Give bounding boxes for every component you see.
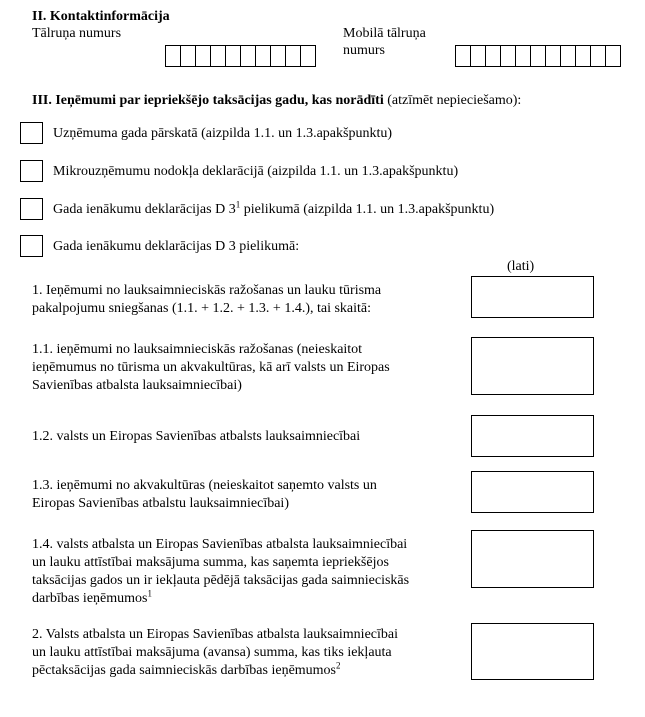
digit-box[interactable] [225, 45, 241, 67]
digit-box[interactable] [195, 45, 211, 67]
text-line: Eiropas Savienības atbalstu lauksaimniecībai) [32, 496, 289, 511]
digit-box[interactable] [300, 45, 316, 67]
option-micro-tax-label: Mikrouzņēmumu nodokļa deklarācijā (aizpilda 1.1. un 1.3.apakšpunktu) [53, 164, 459, 179]
text-line: 1.3. ieņēmumi no akvakultūras (neieskaitot saņemto valsts un [32, 478, 377, 493]
digit-box[interactable] [560, 45, 576, 67]
mobile-number-input[interactable] [455, 45, 620, 67]
digit-box[interactable] [270, 45, 286, 67]
digit-box[interactable] [575, 45, 591, 67]
option-annual-report-label: Uzņēmuma gada pārskatā (aizpilda 1.1. un 1.3.apakšpunktu) [53, 126, 393, 141]
mobile-label-line-1: Mobilā tālruņa [343, 26, 426, 41]
digit-box[interactable] [485, 45, 501, 67]
item-1-1-label [32, 341, 472, 395]
phone-number-input[interactable] [165, 45, 315, 67]
option-d3-annex-1-label [53, 201, 494, 218]
text-line: un lauku attīstībai maksājuma summa, kas saņemta iepriekšējos [32, 555, 389, 570]
digit-box[interactable] [240, 45, 256, 67]
text-line: 1.1. ieņēmumi no lauksaimnieciskās ražošanas (neieskaitot [32, 342, 363, 357]
digit-box[interactable] [255, 45, 271, 67]
footnote-mark: 1 [147, 588, 152, 599]
section-3-title [32, 92, 521, 109]
section-3-title-bold: III. Ieņēmumi par iepriekšējo taksācijas gadu, kas norādīti [32, 93, 384, 108]
text-line: 1.2. valsts un Eiropas Savienības atbalsts lauksaimniecībai [32, 429, 361, 444]
item-1-3-amount-input[interactable] [471, 471, 594, 513]
footnote-mark: 1 [235, 199, 241, 210]
item-1-2-amount-input[interactable] [471, 415, 594, 457]
unit-label: (lati) [507, 259, 535, 274]
digit-box[interactable] [470, 45, 486, 67]
digit-box[interactable] [180, 45, 196, 67]
footnote-mark: 2 [336, 660, 341, 671]
item-1-4-label [32, 536, 472, 608]
item-1-amount-input[interactable] [471, 276, 594, 318]
text-line: 1.4. valsts atbalsta un Eiropas Savienības atbalsta lauksaimniecībai [32, 537, 408, 552]
item-1-1-amount-input[interactable] [471, 337, 594, 395]
digit-box[interactable] [590, 45, 606, 67]
item-1-2-label [32, 428, 472, 446]
text-line: 1. Ieņēmumi no lauksaimnieciskās ražošanas un lauku tūrisma [32, 283, 382, 298]
text-line: taksācijas gados un ir iekļauta pēdējā taksācijas gada saimnieciskās [32, 573, 410, 588]
digit-box[interactable] [285, 45, 301, 67]
mobile-label-line-2: numurs [343, 43, 385, 58]
digit-box[interactable] [455, 45, 471, 67]
phone-label: Tālruņa numurs [32, 26, 122, 41]
digit-box[interactable] [500, 45, 516, 67]
text-line-end: pēctaksācijas gada saimnieciskās darbības ieņēmumos [32, 663, 337, 678]
checkbox-annual-report[interactable] [20, 122, 43, 144]
option-d3-annex-label: Gada ienākumu deklarācijas D 3 pielikumā: [53, 239, 300, 254]
text-line: Savienības atbalsta lauksaimniecībai) [32, 378, 242, 393]
option-d3-text: Gada ienākumu deklarācijas D 3 [53, 202, 236, 217]
digit-box[interactable] [165, 45, 181, 67]
item-1-label [32, 282, 472, 318]
section-3-title-note: (atzīmēt nepieciešamo): [383, 93, 522, 108]
checkbox-d3-annex[interactable] [20, 235, 43, 257]
digit-box[interactable] [530, 45, 546, 67]
text-line [32, 662, 472, 680]
item-1-3-label [32, 477, 472, 513]
digit-box[interactable] [605, 45, 621, 67]
item-2-label [32, 626, 472, 680]
digit-box[interactable] [545, 45, 561, 67]
text-line-end: darbības ieņēmumos [32, 591, 148, 606]
text-line: ieņēmumus no tūrisma un akvakultūras, kā arī valsts un Eiropas [32, 360, 390, 375]
checkbox-d3-annex-1[interactable] [20, 198, 43, 220]
text-line: un lauku attīstībai maksājuma (avansa) summa, kas tiks iekļauta [32, 645, 392, 660]
checkbox-micro-tax[interactable] [20, 160, 43, 182]
text-line [32, 590, 472, 608]
text-line: pakalpojumu sniegšanas (1.1. + 1.2. + 1.3. + 1.4.), tai skaitā: [32, 301, 372, 316]
text-line: 2. Valsts atbalsta un Eiropas Savienības atbalsta lauksaimniecībai [32, 627, 398, 642]
option-d3-text-after: pielikumā (aizpilda 1.1. un 1.3.apakšpunktu) [240, 202, 495, 217]
item-2-amount-input[interactable] [471, 623, 594, 680]
digit-box[interactable] [515, 45, 531, 67]
digit-box[interactable] [210, 45, 226, 67]
section-2-title: II. Kontaktinformācija [32, 9, 170, 24]
item-1-4-amount-input[interactable] [471, 530, 594, 588]
